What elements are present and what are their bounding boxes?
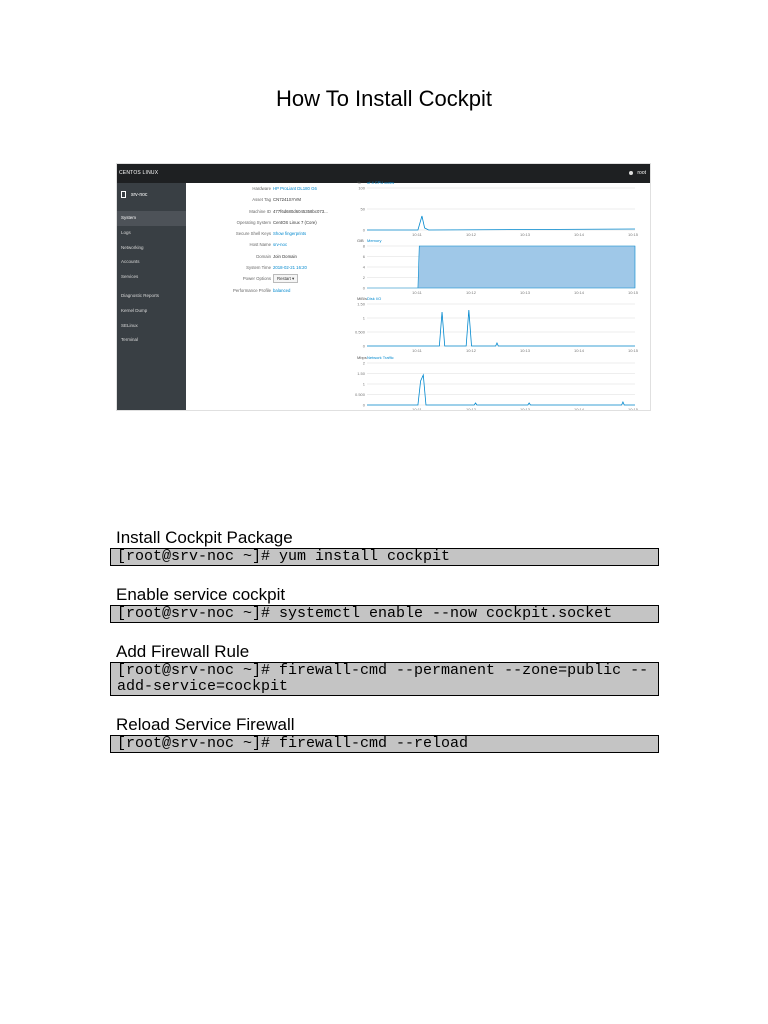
x-tick-label: 10:13 <box>519 232 531 237</box>
x-tick-label: 10:15 <box>627 232 639 237</box>
y-tick-label: 1.50 <box>357 370 365 376</box>
x-tick-label: 10:11 <box>412 348 422 353</box>
y-tick-label: 0 <box>362 402 365 408</box>
info-row-power-options: Power Options Restart ▾ <box>189 273 359 284</box>
document-title: How To Install Cockpit <box>275 86 492 111</box>
y-tick-label: 0 <box>362 285 365 291</box>
y-tick-label: 0 <box>362 227 365 233</box>
screenshot-nav-services: Services <box>121 274 139 280</box>
step-label-install: Install Cockpit Package <box>116 528 293 547</box>
graph-unit: % <box>357 180 361 185</box>
x-tick-label: 10:15 <box>627 290 639 295</box>
y-tick-label: 2 <box>362 274 365 280</box>
x-tick-label: 10:12 <box>465 232 477 237</box>
info-row-asset-tag: Asset Tag CN7241SYVM <box>252 197 301 203</box>
screenshot-graphs <box>349 180 649 411</box>
step-label-firewall: Add Firewall Rule <box>116 642 250 661</box>
screenshot-nav-selinux: SELinux <box>121 322 138 328</box>
cockpit-screenshot <box>116 163 651 411</box>
screenshot-host-name: srv-noc <box>131 192 148 198</box>
screenshot-nav-networking: Networking <box>121 244 144 250</box>
screenshot-sidebar <box>117 183 186 411</box>
graph-title: of 4 CPU cores <box>367 180 395 185</box>
graph-unit: MiB/s <box>357 296 367 301</box>
y-tick-label: 1 <box>362 381 365 387</box>
screenshot-host <box>121 189 181 201</box>
y-tick-label: 0.500 <box>354 391 365 397</box>
step-label-reload: Reload Service Firewall <box>116 715 295 734</box>
x-tick-label: 10:12 <box>465 290 477 295</box>
info-row-hardware: Hardware HP ProLiant DL180 G6 <box>252 186 317 191</box>
x-tick-label: 10:11 <box>412 290 422 295</box>
y-tick-label: 0.500 <box>354 329 365 335</box>
x-tick-label: 10:13 <box>519 348 531 353</box>
y-tick-label: 2 <box>362 360 365 366</box>
screenshot-system-info <box>189 183 359 296</box>
x-tick-label: 10:14 <box>573 348 585 353</box>
x-tick-label: 10:14 <box>573 232 585 237</box>
screenshot-nav-system: System <box>117 211 186 226</box>
graph-title: Disk I/O <box>367 296 382 301</box>
graph-title: Memory <box>367 238 382 243</box>
y-tick-label: 4 <box>362 264 365 270</box>
screenshot-user-name: root <box>637 170 646 176</box>
screenshot-nav-logs: Logs <box>121 229 131 235</box>
y-tick-label: 0 <box>362 343 365 349</box>
y-tick-label: 100 <box>358 185 365 191</box>
screenshot-nav-accounts: Accounts <box>121 259 140 265</box>
series-line <box>367 216 635 230</box>
command-install[interactable]: [root@srv-noc ~]# yum install cockpit <box>110 548 659 566</box>
command-firewall[interactable]: [root@srv-noc ~]# firewall-cmd --permanent --zone=public --add-service=cockpit <box>110 662 659 696</box>
step-label-enable: Enable service cockpit <box>116 585 286 604</box>
usage-graphs <box>349 180 649 411</box>
y-tick-label: 50 <box>360 206 365 212</box>
screenshot-nav-terminal: Terminal <box>121 337 139 343</box>
graph-unit: Mbps <box>357 355 367 360</box>
screenshot-nav-kernel-dump: Kernel Dump <box>121 307 148 313</box>
screenshot-nav <box>117 211 186 348</box>
graph-unit: GiB <box>357 238 364 243</box>
restart-button: Restart ▾ <box>273 274 298 283</box>
x-tick-label: 10:11 <box>412 407 422 411</box>
info-row-ssh-keys: Secure Shell Keys Show fingerprints <box>235 231 307 237</box>
x-tick-label: 10:13 <box>519 407 531 411</box>
series-line <box>367 375 635 405</box>
x-tick-label: 10:14 <box>573 407 585 411</box>
y-tick-label: 1.50 <box>357 301 365 307</box>
command-enable[interactable]: [root@srv-noc ~]# systemctl enable --now cockpit.socket <box>110 605 659 623</box>
x-tick-label: 10:15 <box>627 407 639 411</box>
graph-title: Network Traffic <box>367 355 394 360</box>
series-line <box>367 310 635 346</box>
x-tick-label: 10:14 <box>573 290 585 295</box>
screenshot-nav-diagnostic-reports: Diagnostic Reports <box>121 292 160 298</box>
server-icon <box>121 191 126 198</box>
user-icon <box>629 171 633 175</box>
x-tick-label: 10:12 <box>465 407 477 411</box>
x-tick-label: 10:12 <box>465 348 477 353</box>
info-row-host-name: Host Name srv-noc <box>249 242 288 248</box>
info-row-system-time: System Time 2018-02-21 16:20 <box>246 265 307 271</box>
info-row-domain: Domain Join Domain <box>256 253 297 259</box>
y-tick-label: 8 <box>362 243 365 249</box>
y-tick-label: 6 <box>362 253 365 259</box>
y-tick-label: 1 <box>362 315 365 321</box>
x-tick-label: 10:13 <box>519 290 531 295</box>
info-row-performance-profile: Performance Profile balanced <box>233 287 291 293</box>
command-reload[interactable]: [root@srv-noc ~]# firewall-cmd --reload <box>110 735 659 753</box>
x-tick-label: 10:11 <box>412 232 422 237</box>
info-row-operating-system: Operating System CentOS Linux 7 (Core) <box>236 219 317 225</box>
info-row-machine-id: Machine ID 477f6d680d6045358bc073... <box>249 208 328 214</box>
screenshot-brand: CENTOS LINUX <box>119 170 159 176</box>
x-tick-label: 10:15 <box>627 348 639 353</box>
